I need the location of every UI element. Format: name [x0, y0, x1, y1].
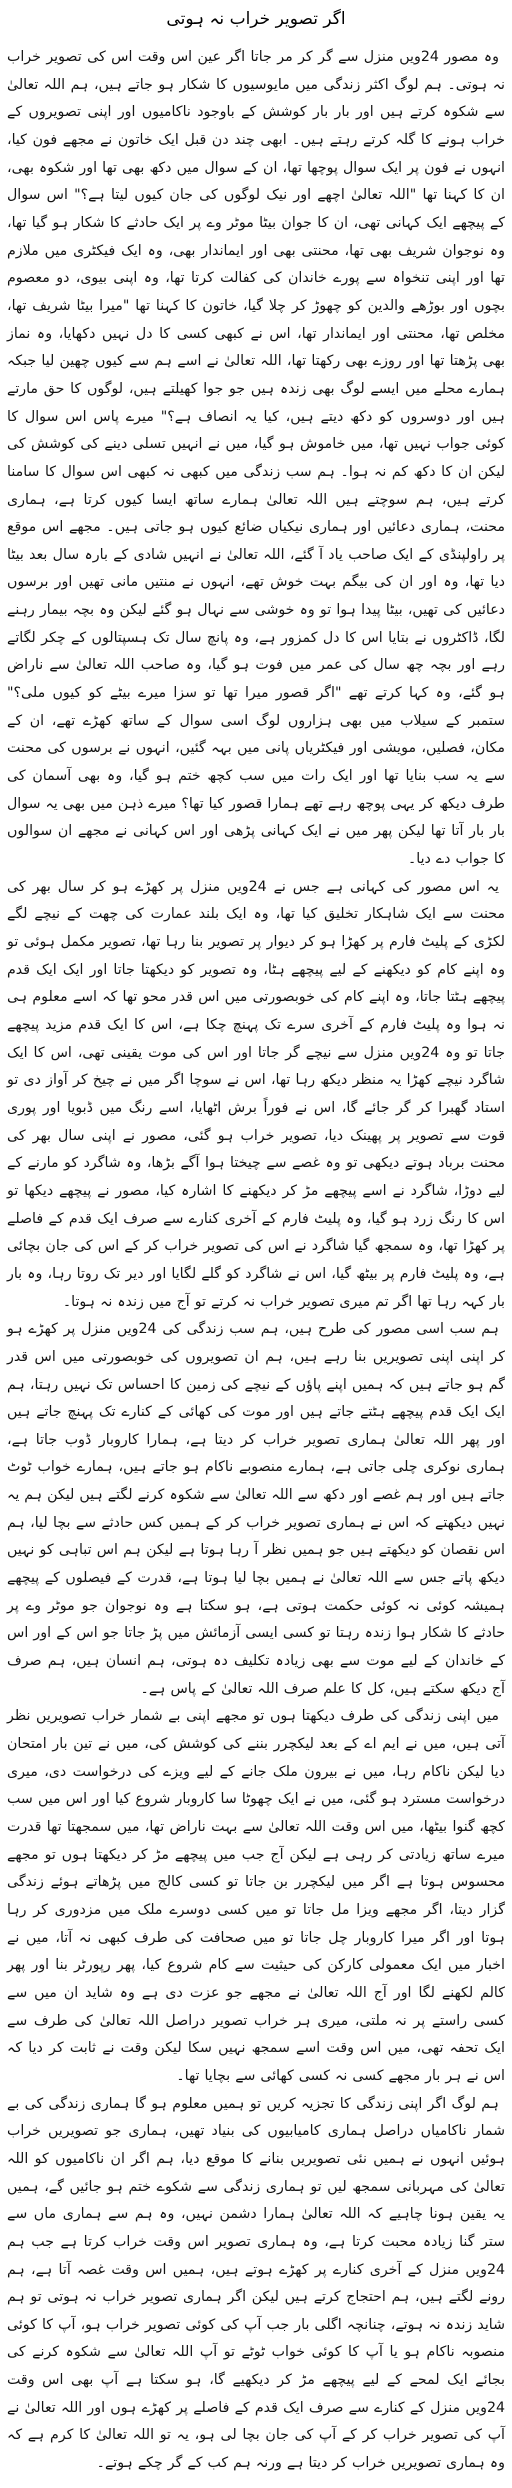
paragraph-intro: وہ مصور 24ویں منزل سے گر کر مر جاتا اگر عین اس وقت اس کی تصویر خراب نہ ہوتی۔ ہم لوگ اکثر زندگی میں مایوسیوں کا شکار ہو جاتے ہیں، ہم اللہ تعالیٰ سے شکوہ کرتے ہیں اور بار بار کوشش کے باوجود ناکامیوں اور اپنی تصویروں کے خراب ہونے کا گلہ کرتے رہتے ہیں۔ ابھی چند دن قبل ایک خاتون نے مجھے فون کیا، انہوں نے فون پر ایک سوال پوچھا تھا، ان کے سوال میں دکھ بھی تھا اور شکوہ بھی، ان کا کہنا تھا "اللہ تعالیٰ اچھے اور نیک لوگوں کی جان کیوں لیتا ہے؟" اس سوال کے پیچھے ایک کہانی تھی، ان کا جوان بیٹا موٹر وے پر ایک حادثے کا شکار ہو گیا تھا، وہ نوجوان شریف بھی تھا، محنتی بھی اور ایماندار بھی، وہ ایک فیکٹری میں ملازم تھا اور اپنی تنخواہ سے پورے خاندان کی کفالت کرتا تھا، وہ اپنی بیوی، دو معصوم بچوں اور بوڑھے والدین کو چھوڑ کر چلا گیا، خاتون کا کہنا تھا "میرا بیٹا شریف تھا، مخلص تھا، محنتی اور ایماندار تھا، اس نے کبھی کسی کا دل نہیں دکھایا، وہ نماز بھی پڑھتا تھا اور روزے بھی رکھتا تھا، اللہ تعالیٰ نے اسے ہم سے کیوں چھین لیا جبکہ ہمارے محلے میں ایسے لوگ بھی زندہ ہیں جو جوا کھیلتے ہیں، لوگوں کا حق مارتے ہیں اور دوسروں کو دکھ دیتے ہیں، کیا یہ انصاف ہے؟" میرے پاس اس سوال کا کوئی جواب نہیں تھا، میں خاموش ہو گیا، میں نے انہیں تسلی دینے کی کوشش کی لیکن ان کا دکھ کم نہ ہوا۔ ہم سب زندگی میں کبھی نہ کبھی اس سوال کا سامنا کرتے ہیں، ہم سوچتے ہیں اللہ تعالیٰ ہمارے ساتھ ایسا کیوں کرتا ہے، ہماری محنت، ہماری دعائیں اور ہماری نیکیاں ضائع کیوں ہو جاتی ہیں۔ مجھے اس موقع پر راولپنڈی کے ایک صاحب یاد آ گئے، اللہ تعالیٰ نے انہیں شادی کے بارہ سال بعد بیٹا دیا تھا، وہ اور ان کی بیگم بہت خوش تھے، انہوں نے منتیں مانی تھیں اور برسوں دعائیں کی تھیں، بیٹا پیدا ہوا تو وہ خوشی سے نہال ہو گئے لیکن وہ بچہ بیمار رہنے لگا، ڈاکٹروں نے بتایا اس کا دل کمزور ہے، وہ پانچ سال تک ہسپتالوں کے چکر لگاتے رہے اور بچہ چھ سال کی عمر میں فوت ہو گیا، وہ صاحب اللہ تعالیٰ سے ناراض ہو گئے، وہ کہا کرتے تھے "اگر قصور میرا تھا تو سزا میرے بیٹے کو کیوں ملی؟" ستمبر کے سیلاب میں بھی ہزاروں لوگ اسی سوال کے ساتھ کھڑے تھے، ان کے مکان، فصلیں، مویشی اور فیکٹریاں پانی میں بہہ گئیں، انہوں نے برسوں کی محنت سے یہ سب بنایا تھا اور ایک رات میں سب کچھ ختم ہو گیا، وہ بھی آسمان کی طرف دیکھ کر یہی پوچھ رہے تھے ہمارا قصور کیا تھا؟ میرے ذہن میں بھی یہ سوال بار بار آتا تھا لیکن پھر میں نے ایک کہانی پڑھی اور اس کہانی نے مجھے ان سوالوں کا جواب دے دیا۔	[7, 49, 505, 868]
paragraph-personal: میں اپنی زندگی کی طرف دیکھتا ہوں تو مجھے اپنی بے شمار خراب تصویریں نظر آتی ہیں، میں نے ایم اے کے بعد لیکچرر بننے کی کوشش کی، میں نے تین بار امتحان دیا لیکن ناکام رہا، میں نے بیرون ملک جانے کے لیے ویزے کی درخواست دی، میری درخواست مسترد ہو گئی، میں نے ایک چھوٹا سا کاروبار شروع کیا اور اس میں سب کچھ گنوا بیٹھا، میں اس وقت اللہ تعالیٰ سے بہت ناراض تھا، میں سمجھتا تھا قدرت میرے ساتھ زیادتی کر رہی ہے لیکن آج جب میں پیچھے مڑ کر دیکھتا ہوں تو مجھے محسوس ہوتا ہے اگر میں لیکچرر بن جاتا تو کسی کالج میں پڑھاتے ہوئے زندگی گزار دیتا، اگر مجھے ویزا مل جاتا تو میں کسی دوسرے ملک میں مزدوری کر رہا ہوتا اور اگر میرا کاروبار چل جاتا تو میں صحافت کی طرف کبھی نہ آتا، میں نے اخبار میں ایک معمولی کارکن کی حیثیت سے کام شروع کیا، پھر رپورٹر بنا اور پھر کالم لکھنے لگا اور آج اللہ تعالیٰ نے مجھے جو عزت دی ہے وہ شاید ان میں سے کسی راستے پر نہ ملتی، میری ہر خراب تصویر دراصل اللہ تعالیٰ کی طرف سے ایک تحفہ تھی، میں اس وقت اسے سمجھ نہیں سکا لیکن وقت نے ثابت کر دیا کہ اس نے ہر بار مجھے کسی نہ کسی کھائی سے بچایا تھا۔	[7, 1708, 505, 2084]
column-body	[7, 44, 505, 2478]
column-title: اگر تصویر خراب نہ ہوتی	[166, 9, 346, 29]
paragraph-conclusion: ہم لوگ اگر اپنی زندگی کا تجزیہ کریں تو ہمیں معلوم ہو گا ہماری زندگی کی بے شمار ناکامیاں دراصل ہماری کامیابیوں کی بنیاد تھیں، ہماری جو تصویریں خراب ہوئیں انہوں نے ہمیں نئی تصویریں بنانے کا موقع دیا، ہم اگر ان ناکامیوں کو اللہ تعالیٰ کی مہربانی سمجھ لیں تو ہماری زندگی سے شکوے ختم ہو جائیں گے، ہمیں یہ یقین ہونا چاہیے کہ اللہ تعالیٰ ہمارا دشمن نہیں، وہ ہم سے ہماری ماں سے ستر گنا زیادہ محبت کرتا ہے، وہ ہماری تصویر اس وقت خراب کرتا ہے جب ہم 24ویں منزل کے آخری کنارے پر کھڑے ہوتے ہیں، ہمیں اس وقت غصہ آتا ہے، ہم رونے لگتے ہیں، ہم احتجاج کرتے ہیں لیکن اگر ہماری تصویر خراب نہ ہوتی تو ہم شاید زندہ نہ ہوتے، چنانچہ اگلی بار جب آپ کی کوئی تصویر خراب ہو، آپ کا کوئی منصوبہ ناکام ہو یا آپ کا کوئی خواب ٹوٹے تو آپ اللہ تعالیٰ سے شکوہ کرنے کی بجائے ایک لمحے کے لیے پیچھے مڑ کر دیکھیے گا، ہو سکتا ہے آپ بھی اس وقت 24ویں منزل کے کنارے سے صرف ایک قدم کے فاصلے پر کھڑے ہوں اور اللہ تعالیٰ نے آپ کی تصویر خراب کر کے آپ کی جان بچا لی ہو، یہ تو اللہ تعالیٰ کا کرم ہے کہ وہ ہماری تصویریں خراب کر دیتا ہے ورنہ ہم کب کے گر چکے ہوتے۔	[7, 2095, 505, 2472]
paragraph-painter-story: یہ اس مصور کی کہانی ہے جس نے 24ویں منزل پر کھڑے ہو کر سال بھر کی محنت سے ایک شاہکار تخلیق کیا تھا، وہ ایک بلند عمارت کی چھت کے نیچے لگے لکڑی کے پلیٹ فارم پر کھڑا ہو کر دیوار پر تصویر بنا رہا تھا، تصویر مکمل ہوئی تو وہ اپنے کام کو دیکھنے کے لیے پیچھے ہٹا، وہ تصویر کو دیکھتا جاتا اور ایک ایک قدم پیچھے ہٹتا جاتا، وہ اپنے کام کی خوبصورتی میں اس قدر محو تھا کہ اسے معلوم ہی نہ ہوا وہ پلیٹ فارم کے آخری سرے تک پہنچ چکا ہے، اس کا ایک قدم مزید پیچھے جاتا تو وہ 24ویں منزل سے نیچے گر جاتا اور اس کی موت یقینی تھی، اس کا ایک شاگرد نیچے کھڑا یہ منظر دیکھ رہا تھا، اس نے سوچا اگر میں نے چیخ کر آواز دی تو استاد گھبرا کر گر جائے گا، اس نے فوراً برش اٹھایا، اسے رنگ میں ڈبویا اور پوری قوت سے تصویر پر پھینک دیا، تصویر خراب ہو گئی، مصور نے اپنی سال بھر کی محنت برباد ہوتے دیکھی تو وہ غصے سے چیختا ہوا آگے بڑھا، وہ شاگرد کو مارنے کے لیے دوڑا، شاگرد نے اسے پیچھے مڑ کر دیکھنے کا اشارہ کیا، مصور نے پیچھے دیکھا تو اس کا رنگ زرد ہو گیا، وہ پلیٹ فارم کے آخری کنارے سے صرف ایک قدم کے فاصلے پر کھڑا تھا، وہ سمجھ گیا شاگرد نے اس کی تصویر خراب کر کے اس کی جان بچائی ہے، وہ پلیٹ فارم پر بیٹھ گیا، اس نے شاگرد کو گلے لگایا اور دیر تک روتا رہا، وہ بار بار کہہ رہا تھا اگر تم میری تصویر خراب نہ کرتے تو آج میں زندہ نہ ہوتا۔	[7, 878, 505, 1310]
paragraph-moral: ہم سب اسی مصور کی طرح ہیں، ہم سب زندگی کی 24ویں منزل پر کھڑے ہو کر اپنی اپنی تصویریں بنا رہے ہیں، ہم ان تصویروں کی خوبصورتی میں اس قدر گم ہو جاتے ہیں کہ ہمیں اپنے پاؤں کے نیچے کی زمین کا احساس تک نہیں رہتا، ہم ایک ایک قدم پیچھے ہٹتے جاتے ہیں اور موت کی کھائی کے کنارے تک پہنچ جاتے ہیں اور پھر اللہ تعالیٰ ہماری تصویر خراب کر دیتا ہے، ہمارا کاروبار ڈوب جاتا ہے، ہماری نوکری چلی جاتی ہے، ہمارے منصوبے ناکام ہو جاتے ہیں، ہمارے خواب ٹوٹ جاتے ہیں اور ہم غصے اور دکھ سے اللہ تعالیٰ سے شکوہ کرنے لگتے ہیں لیکن ہم یہ نہیں دیکھتے کہ اس نے ہماری تصویر خراب کر کے ہمیں کس حادثے سے بچا لیا، ہم اس نقصان کو دیکھتے ہیں جو ہمیں نظر آ رہا ہوتا ہے لیکن ہم اس تباہی کو نہیں دیکھ پاتے جس سے اللہ تعالیٰ نے ہمیں بچا لیا ہوتا ہے، قدرت کے فیصلوں کے پیچھے ہمیشہ کوئی نہ کوئی حکمت ہوتی ہے، ہو سکتا ہے وہ نوجوان جو موٹر وے پر حادثے کا شکار ہوا زندہ رہتا تو کسی ایسی آزمائش میں پڑ جاتا جو اس کے اور اس کے خاندان کے لیے موت سے بھی زیادہ تکلیف دہ ہوتی، ہم انسان ہیں، ہم صرف آج دیکھ سکتے ہیں، کل کا علم صرف اللہ تعالیٰ کے پاس ہے۔	[7, 1321, 505, 1697]
